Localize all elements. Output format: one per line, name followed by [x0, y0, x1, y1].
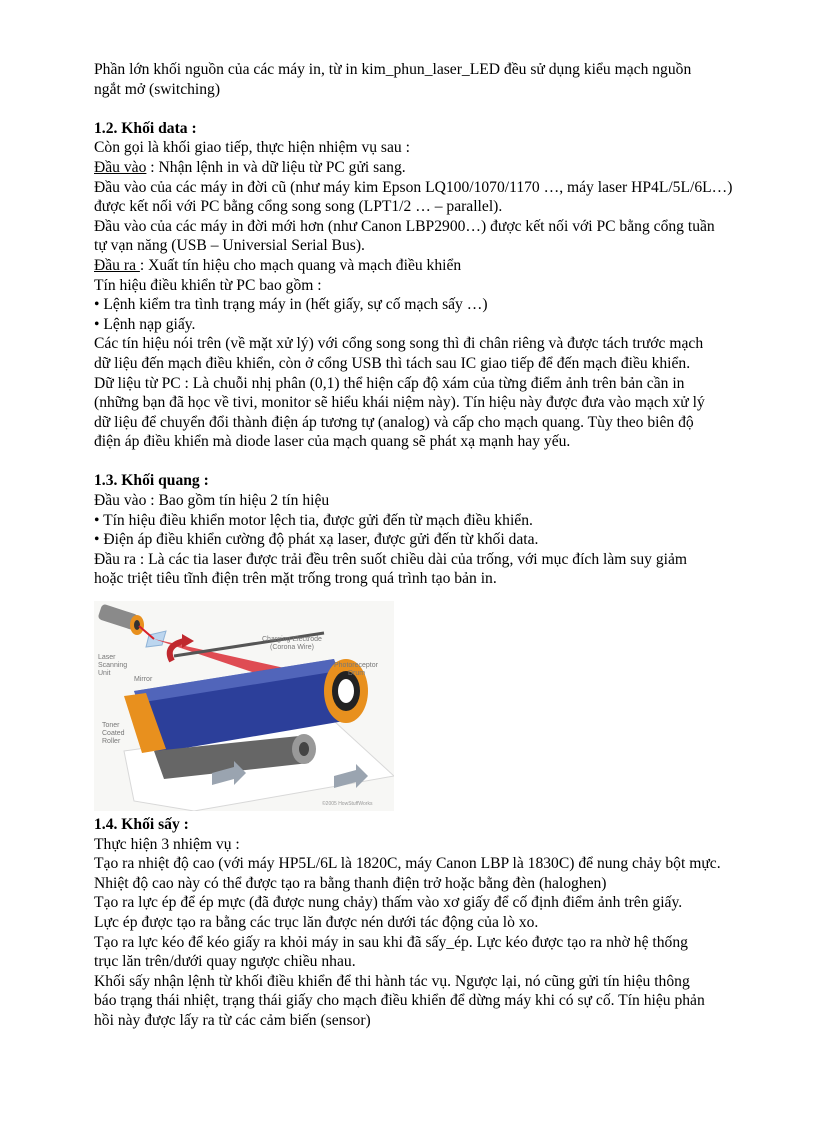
paragraph: Tạo ra lực kéo để kéo giấy ra khỏi máy in sau khi đã sấy_ép. Lực kéo được tạo ra nhờ hệ thống	[94, 933, 688, 951]
paragraph: Dữ liệu từ PC : Là chuỗi nhị phân (0,1) thể hiện cấp độ xám của từng điểm ảnh trên bản cần in	[94, 374, 685, 392]
paragraph: Đầu vào : Bao gồm tín hiệu 2 tín hiệu	[94, 492, 330, 510]
label-mirror: Mirror	[134, 676, 153, 684]
label-electrode: Charging Electrode	[262, 636, 322, 644]
output-label: Đầu ra	[94, 256, 140, 274]
paragraph: Tạo ra lực ép để ép mực (đã được nung chảy) thấm vào xơ giấy để cố định điểm ảnh trên giấy.	[94, 894, 683, 912]
diagram-svg	[94, 601, 394, 811]
paragraph: dữ liệu để chuyển đổi thành điện áp tương tự (analog) và cấp cho mạch quang. Tùy theo biên độ	[94, 413, 694, 431]
intro-line: Phần lớn khối nguồn của các máy in, từ in kim_phun_laser_LED đều sử dụng kiểu mạch nguồn	[94, 61, 692, 78]
paragraph: hồi này được lấy ra từ các cảm biến (sensor)	[94, 1011, 371, 1029]
label-drum: Photoreceptor	[334, 662, 378, 670]
paragraph: tự vạn năng (USB – Universial Serial Bus).	[94, 237, 365, 255]
paragraph	[94, 256, 774, 276]
label-toner: Roller	[102, 738, 121, 746]
paragraph: Khối sấy nhận lệnh từ khối điều khiển để thi hành tác vụ. Ngược lại, nó cũng gửi tín hiệu thông	[94, 972, 690, 990]
paragraph: Nhiệt độ cao này có thể được tạo ra bằng thanh điện trở hoặc bằng đèn (haloghen)	[94, 874, 607, 892]
paragraph: Còn gọi là khối giao tiếp, thực hiện nhiệm vụ sau :	[94, 139, 410, 157]
paragraph: điện áp điều khiển mà diode laser của mạch quang sẽ phát xạ mạnh hay yếu.	[94, 433, 571, 451]
paragraph: Các tín hiệu nói trên (về mặt xử lý) với cổng song song thì đi chân riêng và được tách trước mạch	[94, 335, 704, 353]
input-label: Đầu vào	[94, 158, 147, 176]
label-laser: Unit	[98, 670, 111, 678]
paragraph: (những bạn đã học về tivi, monitor sẽ hiểu khái niệm này). Tín hiệu này được đưa vào mạch xử lý	[94, 394, 705, 412]
paragraph: Đầu ra : Là các tia laser được trải đều trên suốt chiều dài của trống, với mục đích làm suy giảm	[94, 550, 688, 568]
intro-line: ngắt mở (switching)	[94, 80, 221, 98]
paragraph: báo trạng thái nhiệt, trạng thái giấy cho mạch điều khiển để dừng máy khi có sự cố. Tín hiệu phản	[94, 992, 705, 1010]
document-page	[94, 60, 774, 1031]
label-toner: Coated	[102, 730, 125, 738]
bullet-item: • Lệnh nạp giấy.	[94, 315, 196, 333]
paragraph: Tín hiệu điều khiển từ PC bao gồm :	[94, 276, 322, 294]
paragraph: Lực ép được tạo ra bằng các trục lăn được nén dưới tác động của lò xo.	[94, 914, 539, 931]
paragraph: Thực hiện 3 nhiệm vụ :	[94, 835, 240, 853]
output-text: : Xuất tín hiệu cho mạch quang và mạch điều khiển	[139, 256, 462, 274]
figure-credit: ©2005 HowStuffWorks	[322, 801, 373, 808]
input-text: : Nhận lệnh in và dữ liệu từ PC gửi sang.	[146, 158, 406, 176]
label-drum: Drum	[348, 670, 366, 678]
laser-printer-diagram	[94, 601, 394, 811]
label-laser: Laser	[98, 654, 116, 662]
label-laser: Scanning	[98, 662, 128, 670]
paragraph: Đầu vào của các máy in đời cũ (như máy kim Epson LQ100/1070/1170 …, máy laser HP4L/5L/6L…)	[94, 178, 733, 196]
paragraph: dữ liệu đến mạch điều khiển, còn ở cổng USB thì tách sau IC giao tiếp để đến mạch điều khiển.	[94, 354, 691, 372]
bullet-item: • Tín hiệu điều khiển motor lệch tia, được gửi đến từ mạch điều khiển.	[94, 511, 533, 529]
paragraph	[94, 158, 774, 178]
paragraph: Tạo ra nhiệt độ cao (với máy HP5L/6L là 1820C, máy Canon LBP là 1830C) để nung chảy bột mực.	[94, 855, 721, 873]
section-heading-data: 1.2. Khối data :	[94, 119, 197, 137]
paragraph: trục lăn trên/dưới quay ngược chiều nhau.	[94, 953, 356, 971]
section-heading-fuser: 1.4. Khối sấy :	[94, 816, 189, 834]
section-heading-optic: 1.3. Khối quang :	[94, 472, 209, 490]
bullet-item: • Điện áp điều khiển cường độ phát xạ laser, được gửi đến từ khối data.	[94, 531, 539, 549]
paragraph: Đầu vào của các máy in đời mới hơn (như Canon LBP2900…) được kết nối với PC bằng cổng tuần	[94, 217, 715, 235]
label-electrode: (Corona Wire)	[270, 644, 314, 652]
bullet-item: • Lệnh kiểm tra tình trạng máy in (hết giấy, sự cố mạch sấy …)	[94, 296, 488, 314]
label-toner: Toner	[102, 722, 120, 730]
paragraph: hoặc triệt tiêu tĩnh điện trên mặt trống trong quá trình tạo bản in.	[94, 570, 497, 588]
paragraph: được kết nối với PC bằng cổng song song (LPT1/2 … – parallel).	[94, 198, 503, 216]
